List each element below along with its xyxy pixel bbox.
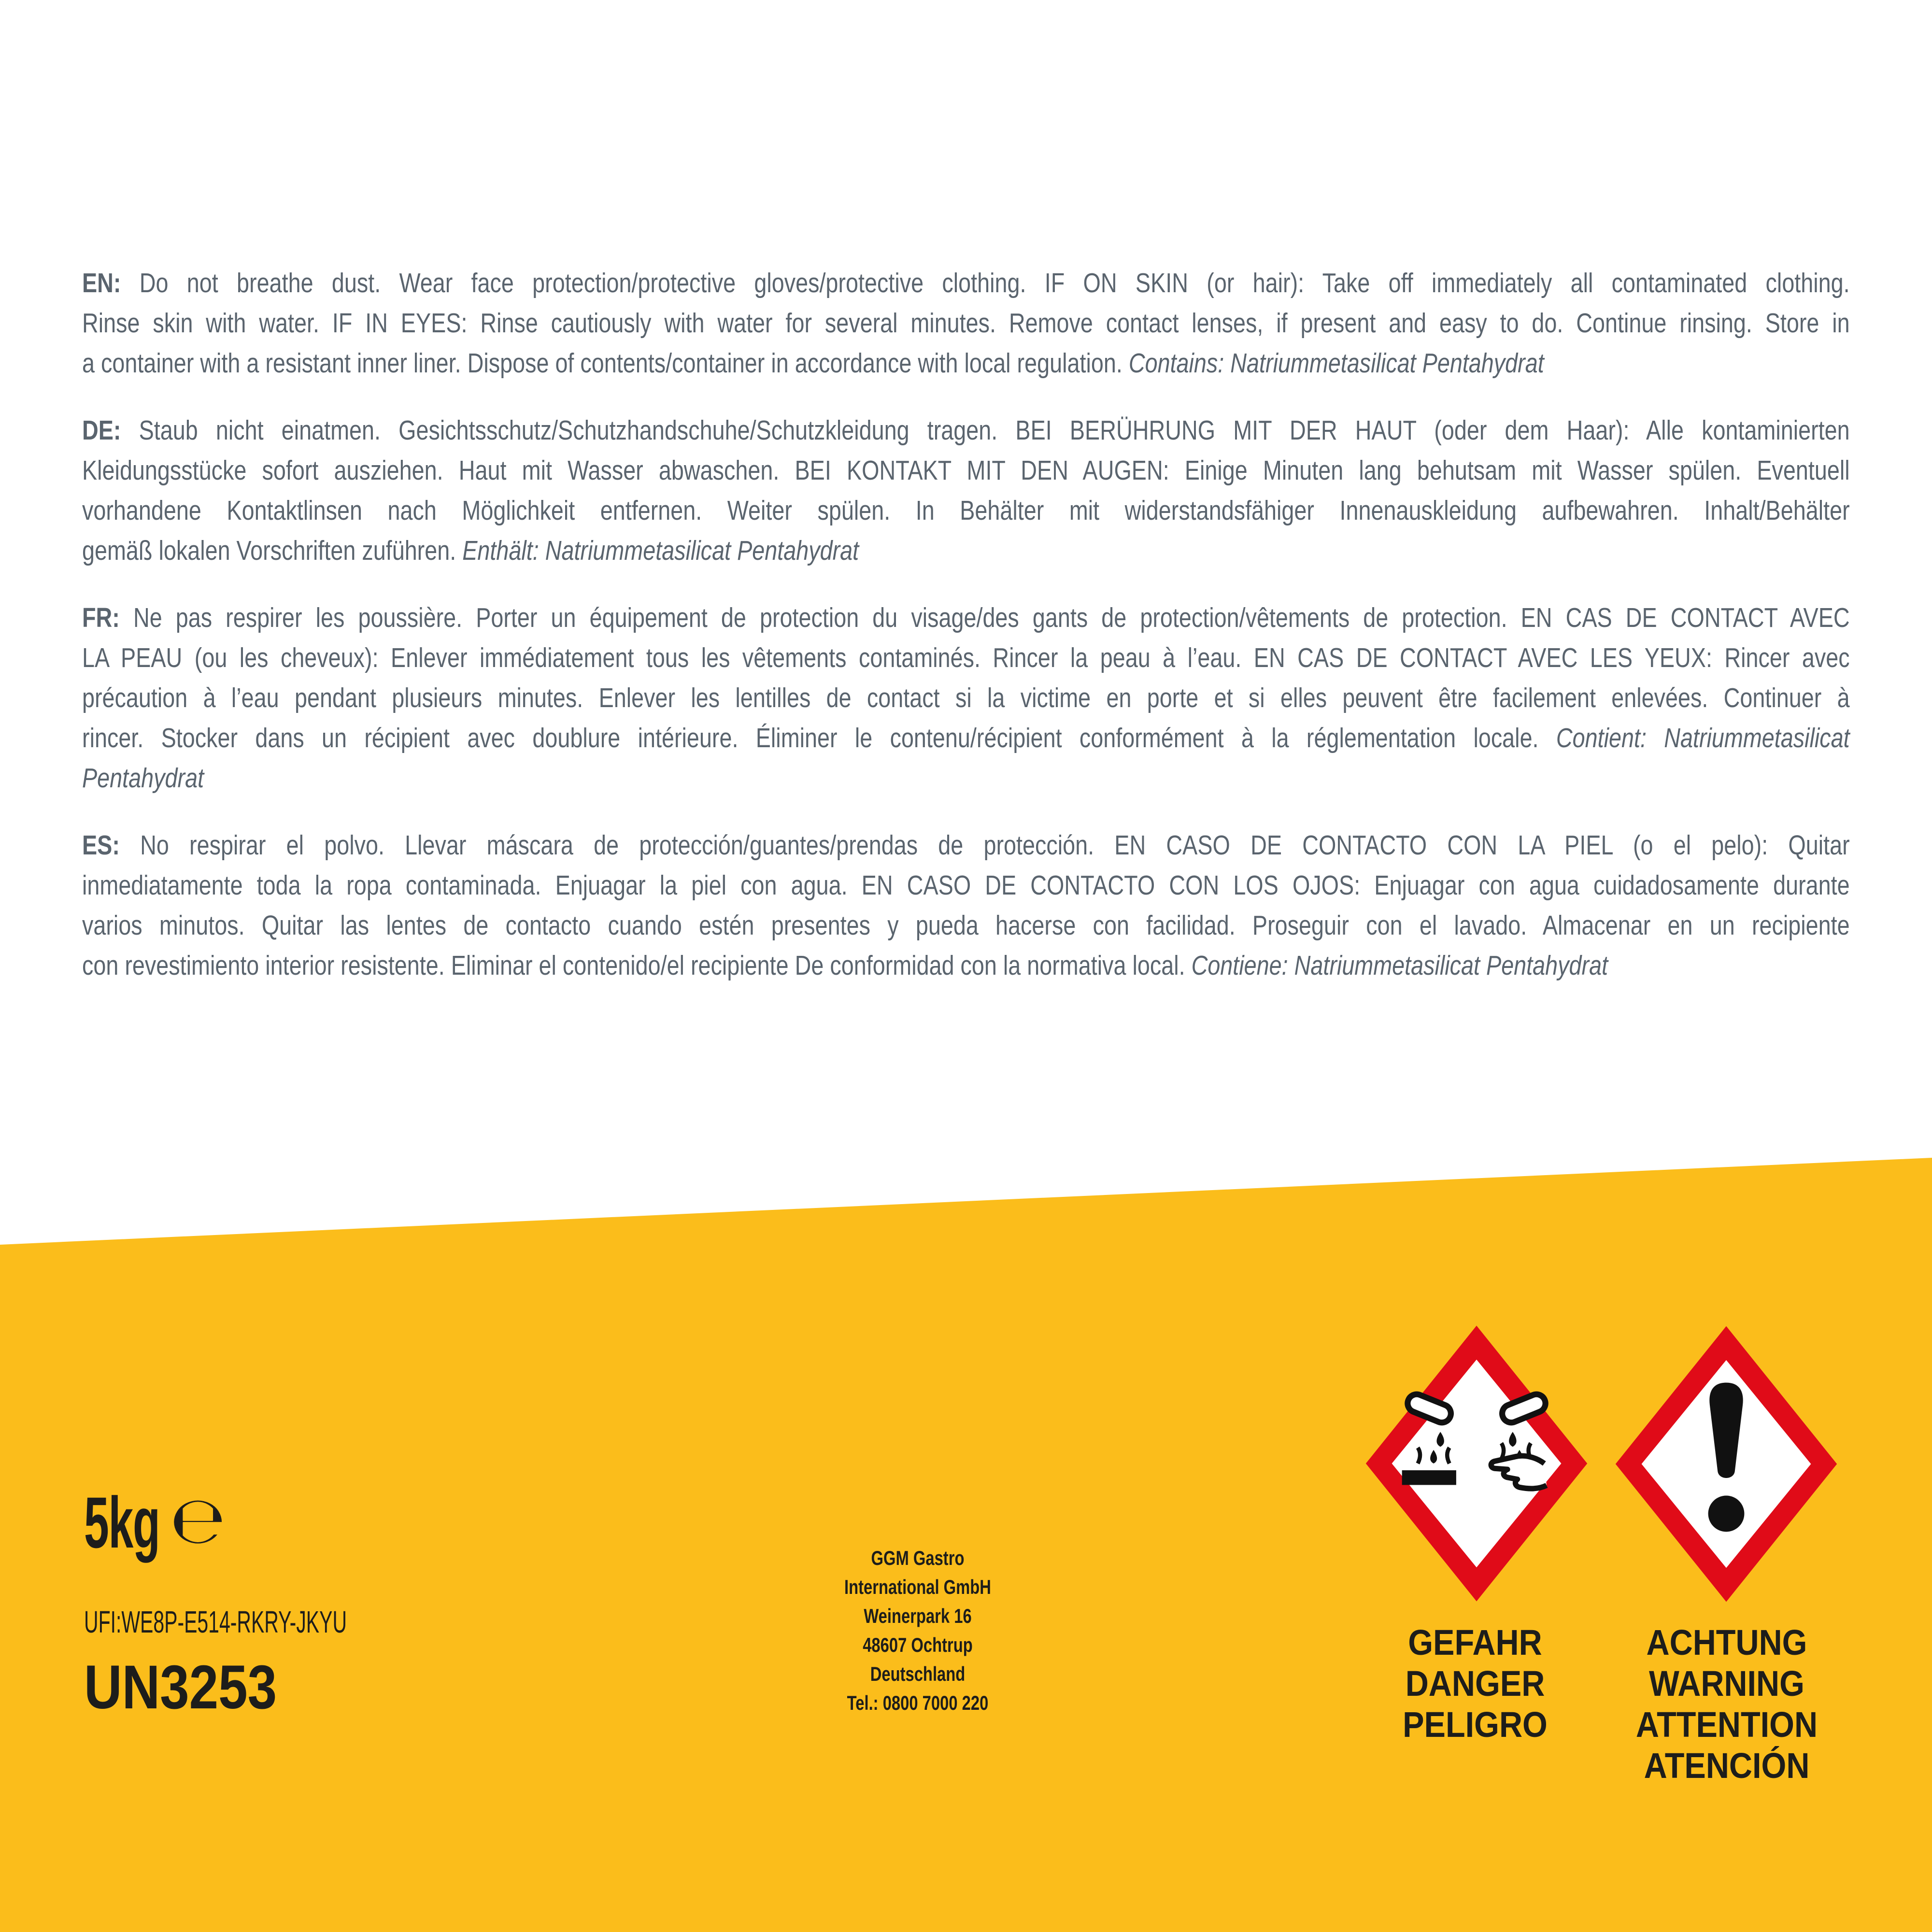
estimated-sign: ℮ xyxy=(170,1482,226,1558)
text-line: gemäß lokalen Vorschriften zuführen. Enthält: Natriummetasilicat Pentahydrat xyxy=(82,535,859,566)
address-line: Deutschland xyxy=(870,1662,966,1685)
un-number: UN3253 xyxy=(84,1653,277,1722)
text-line: varios minutos. Quitar las lentes de contacto cuando estén presentes y pueda hacerse con facilidad. Proseguir con el lavado. Almacenar en un recipiente xyxy=(82,910,1850,941)
text-line: EN: Do not breathe dust. Wear face protection/protective gloves/protective clothing. IF ON SKIN (or hair): Take off immediately all contaminated clothing. xyxy=(82,268,1850,298)
signal-word: ATTENTION xyxy=(1635,1705,1818,1745)
text-line: Pentahydrat xyxy=(82,763,204,794)
safety-paragraph-en xyxy=(82,263,1850,384)
text-line: LA PEAU (ou les cheveux): Enlever immédiatement tous les vêtements contaminés. Rincer la peau à l’eau. EN CAS DE CONTACT AVEC LES YEUX: Rincer avec xyxy=(82,642,1850,673)
text-line: ES: No respirar el polvo. Llevar máscara de protección/guantes/prendas de protección. EN CASO DE CONTACTO CON LA PIEL (o el pelo): Quitar xyxy=(82,830,1850,861)
address-line: Tel.: 0800 7000 220 xyxy=(847,1691,989,1714)
text-line: vorhandene Kontaktlinsen nach Möglichkeit entfernen. Weiter spülen. In Behälter mit widerstandsfähiger Innenauskleidung aufbewahren. Inhalt/Behälter xyxy=(82,495,1850,526)
address-line: 48607 Ochtrup xyxy=(863,1634,973,1656)
safety-paragraph-es xyxy=(82,825,1850,986)
text-line: a container with a resistant inner liner. Dispose of contents/container in accordance with local regulation. Contains: Natriummetasilicat Pentahydrat xyxy=(82,348,1544,379)
ufi-code: UFI:WE8P-E514-RKRY-JKYU xyxy=(84,1605,347,1639)
signal-word: PELIGRO xyxy=(1403,1705,1548,1745)
address-line: International GmbH xyxy=(844,1576,991,1598)
text-line: précaution à l’eau pendant plusieurs minutes. Enlever les lentilles de contact si la victime en porte et si elles peuvent être facilement enlevées. Continuer à xyxy=(82,682,1850,713)
address-line: Weinerpark 16 xyxy=(864,1605,972,1627)
signal-words-danger xyxy=(1345,1622,1605,1745)
signal-word: DANGER xyxy=(1405,1663,1545,1704)
safety-paragraph-fr xyxy=(82,598,1850,798)
address-line: GGM Gastro xyxy=(871,1547,965,1569)
ghs07-exclamation-mark-icon xyxy=(1613,1324,1839,1604)
signal-word: GEFAHR xyxy=(1408,1622,1542,1662)
text-line: DE: Staub nicht einatmen. Gesichtsschutz/Schutzhandschuhe/Schutzkleidung tragen. BEI BERÜHRUNG MIT DER HAUT (oder dem Haar): Alle kontaminierten xyxy=(82,415,1850,446)
signal-word: ATENCIÓN xyxy=(1644,1746,1810,1786)
manufacturer-address xyxy=(805,1544,1031,1718)
signal-words-warning xyxy=(1596,1622,1857,1786)
safety-paragraph-de xyxy=(82,411,1850,571)
text-line: inmediatamente toda la ropa contaminada. Enjuagar la piel con agua. EN CASO DE CONTACTO CON LOS OJOS: Enjuagar con agua cuidadosamente durante xyxy=(82,870,1850,901)
text-line: Kleidungsstücke sofort ausziehen. Haut mit Wasser abwaschen. BEI KONTAKT MIT DEN AUGEN: Einige Minuten lang behutsam mit Wasser spülen. Eventuell xyxy=(82,455,1850,486)
text-line: FR: Ne pas respirer les poussière. Porter un équipement de protection du visage/des gants de protection/vêtements de protection. EN CAS DE CONTACT AVEC xyxy=(82,602,1850,633)
signal-word: WARNING xyxy=(1649,1663,1804,1704)
net-weight xyxy=(84,1482,226,1563)
text-line: Rinse skin with water. IF IN EYES: Rinse cautiously with water for several minutes. Remove contact lenses, if present and easy to do. Continue rinsing. Store in xyxy=(82,308,1850,339)
weight-value: 5kg xyxy=(84,1482,160,1563)
signal-word: ACHTUNG xyxy=(1646,1622,1807,1662)
text-line: con revestimiento interior resistente. Eliminar el contenido/el recipiente De conformidad con la normativa local. Contiene: Natriummetasilicat Pentahydrat xyxy=(82,950,1608,981)
ghs05-corrosive-icon xyxy=(1364,1323,1590,1604)
text-line: rincer. Stocker dans un récipient avec doublure intérieure. Éliminer le contenu/récipient conformément à la réglementation locale. Contient: Natriummetasilicat xyxy=(82,723,1850,753)
safety-text xyxy=(82,263,1850,1013)
